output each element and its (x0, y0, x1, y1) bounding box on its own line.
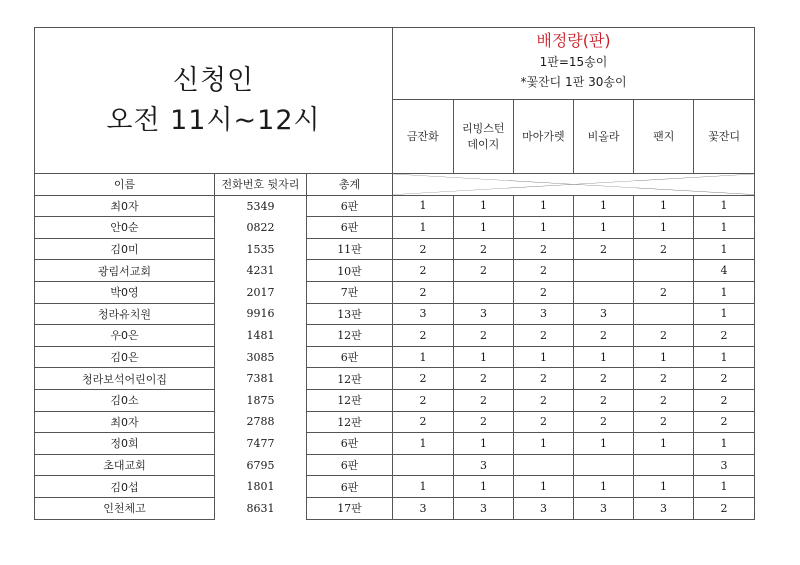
phone-last-digits: 4231 (215, 260, 307, 282)
phone-last-digits: 1875 (215, 389, 307, 411)
allocation-1: 1 (454, 346, 514, 368)
table-row (35, 238, 755, 260)
allocation-2: 1 (514, 433, 574, 455)
phone-last-digits: 1535 (215, 238, 307, 260)
allocation-0: 1 (393, 217, 454, 239)
allocation-note-2: *꽃잔디 1판 30송이 (520, 75, 627, 89)
allocation-2: 2 (514, 325, 574, 347)
allocation-4: 1 (634, 476, 694, 498)
total-plates: 12판 (307, 368, 393, 390)
allocation-0: 1 (393, 476, 454, 498)
allocation-2: 3 (514, 497, 574, 519)
allocation-0: 2 (393, 368, 454, 390)
table-row (35, 346, 755, 368)
table-row (35, 281, 755, 303)
allocation-3: 1 (574, 346, 634, 368)
allocation-1: 2 (454, 411, 514, 433)
allocation-3: 1 (574, 217, 634, 239)
total-plates: 6판 (307, 476, 393, 498)
applicant-name: 최0자 (35, 411, 215, 433)
total-plates: 12판 (307, 389, 393, 411)
allocation-1: 1 (454, 195, 514, 217)
phone-last-digits: 5349 (215, 195, 307, 217)
flower-header-2: 마아가렛 (513, 100, 573, 173)
allocation-4: 2 (634, 411, 694, 433)
allocation-2: 2 (514, 260, 574, 282)
allocation-5: 2 (694, 497, 755, 519)
allocation-4: 2 (634, 325, 694, 347)
phone-last-digits: 2017 (215, 281, 307, 303)
crossed-out-header (393, 174, 755, 196)
title-row (35, 28, 755, 174)
name-column-header: 이름 (35, 174, 215, 196)
total-plates: 6판 (307, 346, 393, 368)
applicant-name: 박0영 (35, 281, 215, 303)
allocation-0: 2 (393, 238, 454, 260)
total-column-header: 총계 (307, 174, 393, 196)
allocation-2: 2 (514, 238, 574, 260)
allocation-5: 3 (694, 454, 755, 476)
table-row (35, 454, 755, 476)
allocation-0: 3 (393, 303, 454, 325)
phone-last-digits: 2788 (215, 411, 307, 433)
allocation-0: 1 (393, 433, 454, 455)
total-plates: 12판 (307, 325, 393, 347)
applicant-name: 김0소 (35, 389, 215, 411)
total-plates: 6판 (307, 217, 393, 239)
allocation-2: 2 (514, 281, 574, 303)
allocation-4: 2 (634, 368, 694, 390)
allocation-table (34, 27, 755, 520)
allocation-1: 2 (454, 368, 514, 390)
allocation-5: 2 (694, 368, 755, 390)
table-row (35, 195, 755, 217)
table-row (35, 368, 755, 390)
allocation-5: 1 (694, 433, 755, 455)
allocation-5: 1 (694, 303, 755, 325)
allocation-0: 2 (393, 325, 454, 347)
allocation-note-1: 1판=15송이 (539, 55, 608, 69)
allocation-4: 1 (634, 433, 694, 455)
phone-last-digits: 1801 (215, 476, 307, 498)
allocation-3: 2 (574, 238, 634, 260)
phone-last-digits: 0822 (215, 217, 307, 239)
total-plates: 11판 (307, 238, 393, 260)
allocation-0: 2 (393, 411, 454, 433)
allocation-5: 4 (694, 260, 755, 282)
allocation-3: 1 (574, 195, 634, 217)
title-line1: 신청인 (172, 64, 255, 96)
phone-last-digits: 6795 (215, 454, 307, 476)
table-row (35, 325, 755, 347)
flower-header-4: 팬지 (634, 100, 694, 173)
allocation-3 (574, 260, 634, 282)
allocation-3: 2 (574, 368, 634, 390)
applicant-name: 안0순 (35, 217, 215, 239)
allocation-title: 배정량(판) (536, 31, 611, 50)
flower-header-0: 금잔화 (393, 100, 453, 173)
total-plates: 6판 (307, 433, 393, 455)
allocation-1: 2 (454, 238, 514, 260)
allocation-0: 2 (393, 260, 454, 282)
phone-last-digits: 8631 (215, 497, 307, 519)
allocation-4: 1 (634, 195, 694, 217)
allocation-3: 3 (574, 497, 634, 519)
cross-lines-icon (393, 174, 754, 195)
allocation-4: 1 (634, 346, 694, 368)
table-row (35, 217, 755, 239)
allocation-3 (574, 454, 634, 476)
allocation-5: 1 (694, 281, 755, 303)
allocation-1: 3 (454, 303, 514, 325)
applicant-name: 김0섭 (35, 476, 215, 498)
table-row (35, 303, 755, 325)
phone-last-digits: 3085 (215, 346, 307, 368)
table-row (35, 433, 755, 455)
phone-last-digits: 7381 (215, 368, 307, 390)
table-row (35, 260, 755, 282)
allocation-0: 1 (393, 346, 454, 368)
table-row (35, 476, 755, 498)
allocation-2: 2 (514, 411, 574, 433)
applicant-name: 정0희 (35, 433, 215, 455)
allocation-3: 2 (574, 389, 634, 411)
allocation-5: 1 (694, 195, 755, 217)
applicant-name: 청라유치원 (35, 303, 215, 325)
applicant-name: 최0자 (35, 195, 215, 217)
column-header-row (35, 174, 755, 196)
allocation-5: 1 (694, 476, 755, 498)
applicant-name: 인천체고 (35, 497, 215, 519)
allocation-4: 2 (634, 389, 694, 411)
applicant-name: 우0은 (35, 325, 215, 347)
allocation-4 (634, 454, 694, 476)
phone-last-digits: 7477 (215, 433, 307, 455)
allocation-4: 3 (634, 497, 694, 519)
applicant-name: 김0은 (35, 346, 215, 368)
total-plates: 17판 (307, 497, 393, 519)
allocation-2: 1 (514, 476, 574, 498)
table-row (35, 497, 755, 519)
phone-last-digits: 1481 (215, 325, 307, 347)
total-plates: 12판 (307, 411, 393, 433)
allocation-4: 2 (634, 281, 694, 303)
total-plates: 10판 (307, 260, 393, 282)
allocation-1: 1 (454, 433, 514, 455)
allocation-header-cell (393, 28, 755, 174)
table-row (35, 411, 755, 433)
allocation-2: 1 (514, 195, 574, 217)
allocation-2: 3 (514, 303, 574, 325)
total-plates: 13판 (307, 303, 393, 325)
allocation-5: 2 (694, 411, 755, 433)
allocation-3: 1 (574, 433, 634, 455)
allocation-0: 2 (393, 281, 454, 303)
applicant-name: 광림서교회 (35, 260, 215, 282)
allocation-3: 2 (574, 411, 634, 433)
allocation-0 (393, 454, 454, 476)
allocation-1: 1 (454, 476, 514, 498)
total-plates: 6판 (307, 195, 393, 217)
allocation-1: 3 (454, 497, 514, 519)
flower-header-3: 비올라 (574, 100, 634, 173)
allocation-1 (454, 281, 514, 303)
applicant-name: 초대교회 (35, 454, 215, 476)
allocation-1: 2 (454, 325, 514, 347)
allocation-0: 3 (393, 497, 454, 519)
allocation-1: 3 (454, 454, 514, 476)
flower-header-1: 리빙스턴 데이지 (453, 100, 513, 173)
total-plates: 7판 (307, 281, 393, 303)
allocation-0: 1 (393, 195, 454, 217)
allocation-5: 1 (694, 238, 755, 260)
phone-last-digits: 9916 (215, 303, 307, 325)
allocation-5: 1 (694, 217, 755, 239)
allocation-3: 3 (574, 303, 634, 325)
allocation-2: 1 (514, 346, 574, 368)
table-row (35, 389, 755, 411)
total-plates: 6판 (307, 454, 393, 476)
allocation-2: 2 (514, 389, 574, 411)
allocation-5: 2 (694, 389, 755, 411)
allocation-4 (634, 260, 694, 282)
allocation-4 (634, 303, 694, 325)
allocation-2 (514, 454, 574, 476)
allocation-1: 2 (454, 389, 514, 411)
allocation-0: 2 (393, 389, 454, 411)
applicant-name: 청라보석어린이집 (35, 368, 215, 390)
title-line2: 오전 11시~12시 (106, 104, 321, 136)
applicant-name: 김0미 (35, 238, 215, 260)
allocation-1: 1 (454, 217, 514, 239)
allocation-sheet (34, 27, 754, 520)
allocation-4: 1 (634, 217, 694, 239)
allocation-3: 1 (574, 476, 634, 498)
allocation-1: 2 (454, 260, 514, 282)
allocation-5: 2 (694, 325, 755, 347)
applicant-title-cell (35, 28, 393, 174)
allocation-3: 2 (574, 325, 634, 347)
allocation-3 (574, 281, 634, 303)
flower-header-5: 꽃잔디 (694, 100, 754, 173)
allocation-2: 1 (514, 217, 574, 239)
allocation-4: 2 (634, 238, 694, 260)
allocation-2: 2 (514, 368, 574, 390)
allocation-5: 1 (694, 346, 755, 368)
phone-column-header: 전화번호 뒷자리 (215, 174, 307, 196)
